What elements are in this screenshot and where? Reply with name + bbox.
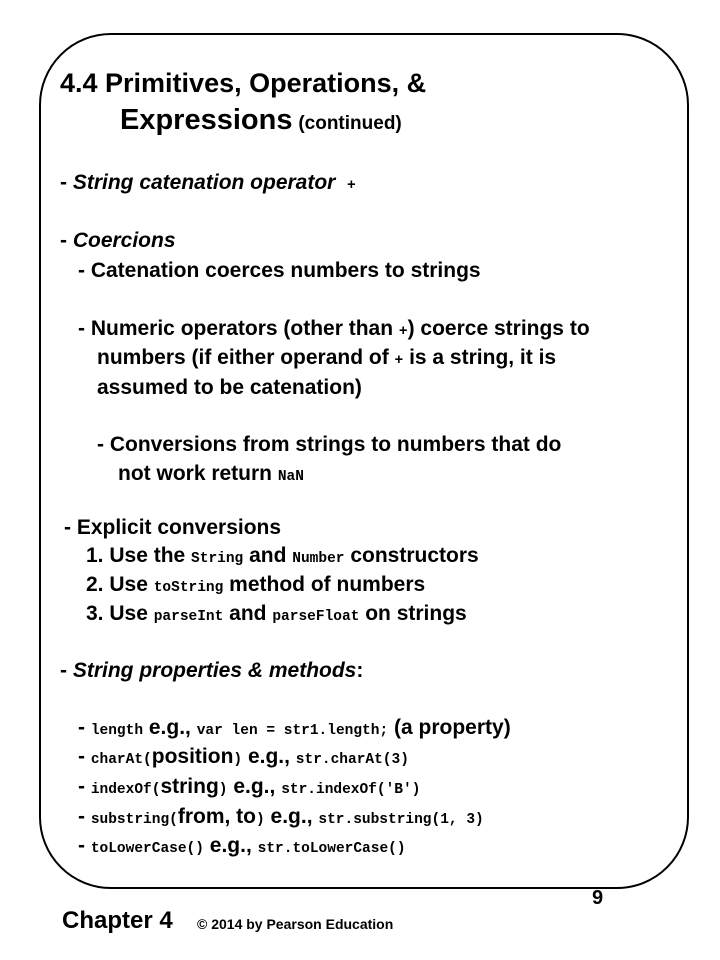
substring-example: str.substring(1, 3) (318, 812, 484, 828)
slide-title-line2 (120, 106, 402, 135)
coercions-label: Coercions (72, 229, 176, 252)
indexof-arg: string (160, 775, 219, 798)
coercion-item-3-text: not work return (118, 462, 278, 485)
explicit-item-3 (86, 603, 467, 625)
concat-prefix: - (60, 171, 73, 194)
explicit-item-2-b: method of numbers (223, 573, 426, 596)
tostring-code: toString (153, 580, 224, 596)
length-example: var len = str1.length; (196, 723, 389, 739)
indexof-code: indexOf( (90, 782, 161, 798)
explicit-item-2-a: 2. Use (86, 573, 154, 596)
eg-label: e.g., (264, 805, 319, 828)
coercion-item-2-line2-a: numbers (if either operand of (97, 346, 395, 369)
explicit-heading: - Explicit conversions (64, 516, 282, 539)
method-dash: - (78, 775, 91, 798)
explicit-item-3-a: 3. Use (86, 602, 154, 625)
number-constructor-code: Number (292, 551, 345, 567)
slide-title-suffix: (continued) (298, 113, 402, 134)
coercion-item-2-line2 (97, 347, 556, 369)
footer-page-number: 9 (592, 887, 604, 909)
string-props-prefix: - (60, 659, 73, 682)
charat-example: str.charAt(3) (295, 752, 409, 768)
method-item-charat (78, 746, 409, 768)
coercions-prefix: - (60, 229, 73, 252)
charat-code: charAt( (90, 752, 152, 768)
nan-code: NaN (277, 469, 304, 485)
method-item-length (78, 717, 511, 739)
eg-label: e.g., (242, 745, 296, 768)
coercion-item-2-line3: assumed to be catenation) (97, 376, 362, 399)
coercion-item-2-b: ) coerce strings to (407, 317, 590, 340)
substring-code: substring( (90, 812, 178, 828)
method-dash: - (78, 716, 91, 739)
concat-line (60, 172, 356, 194)
explicit-item-2 (86, 574, 425, 596)
coercion-item-3-line1: - Conversions from strings to numbers that do (97, 433, 562, 456)
length-note: (a property) (388, 716, 511, 739)
string-props-label: String properties & methods (72, 659, 357, 682)
method-dash: - (78, 805, 91, 828)
charat-arg: position (151, 745, 234, 768)
length-code: length (90, 723, 144, 739)
coercion-item-3-line2 (118, 463, 304, 485)
method-dash: - (78, 745, 91, 768)
footer-chapter: Chapter 4 (62, 907, 173, 934)
eg-label: e.g., (143, 716, 197, 739)
slide-title-word: Expressions (120, 104, 293, 136)
slide-title-line1: 4.4 Primitives, Operations, & (60, 68, 427, 98)
explicit-item-1-a: 1. Use the (86, 544, 192, 567)
explicit-item-3-c: on strings (359, 602, 467, 625)
concat-label: String catenation operator (72, 171, 336, 194)
coercion-item-2-line2-b: is a string, it is (403, 346, 557, 369)
string-constructor-code: String (191, 551, 244, 567)
coercion-item-2-op: + (398, 324, 408, 340)
indexof-example: str.indexOf('B') (281, 782, 421, 798)
coercion-item-2-a: - Numeric operators (other than (78, 317, 399, 340)
concat-op: + (347, 178, 356, 194)
tolowercase-example: str.toLowerCase() (257, 841, 406, 857)
explicit-item-1-c: constructors (344, 544, 479, 567)
coercion-item-2 (78, 318, 590, 340)
tolowercase-code: toLowerCase() (90, 841, 204, 857)
method-item-indexof (78, 776, 420, 798)
substring-arg: from, to (177, 805, 256, 828)
eg-label: e.g., (227, 775, 282, 798)
method-item-tolowercase (78, 835, 406, 857)
substring-close: ) (256, 812, 265, 828)
coercion-item-1: - Catenation coerces numbers to strings (78, 259, 481, 282)
parsefloat-code: parseFloat (272, 609, 360, 625)
charat-close: ) (233, 752, 243, 768)
method-dash: - (78, 834, 91, 857)
parseint-code: parseInt (153, 609, 224, 625)
string-props-colon: : (356, 659, 364, 682)
eg-label: e.g., (203, 834, 258, 857)
explicit-item-3-b: and (223, 602, 273, 625)
coercion-item-2-line2-op: + (394, 353, 404, 369)
coercions-heading (60, 230, 176, 251)
method-item-substring (78, 806, 484, 828)
explicit-item-1 (86, 545, 479, 567)
explicit-item-1-b: and (243, 544, 293, 567)
indexof-close: ) (218, 782, 228, 798)
footer-copyright: © 2014 by Pearson Education (197, 916, 394, 932)
string-props-heading (60, 660, 363, 681)
